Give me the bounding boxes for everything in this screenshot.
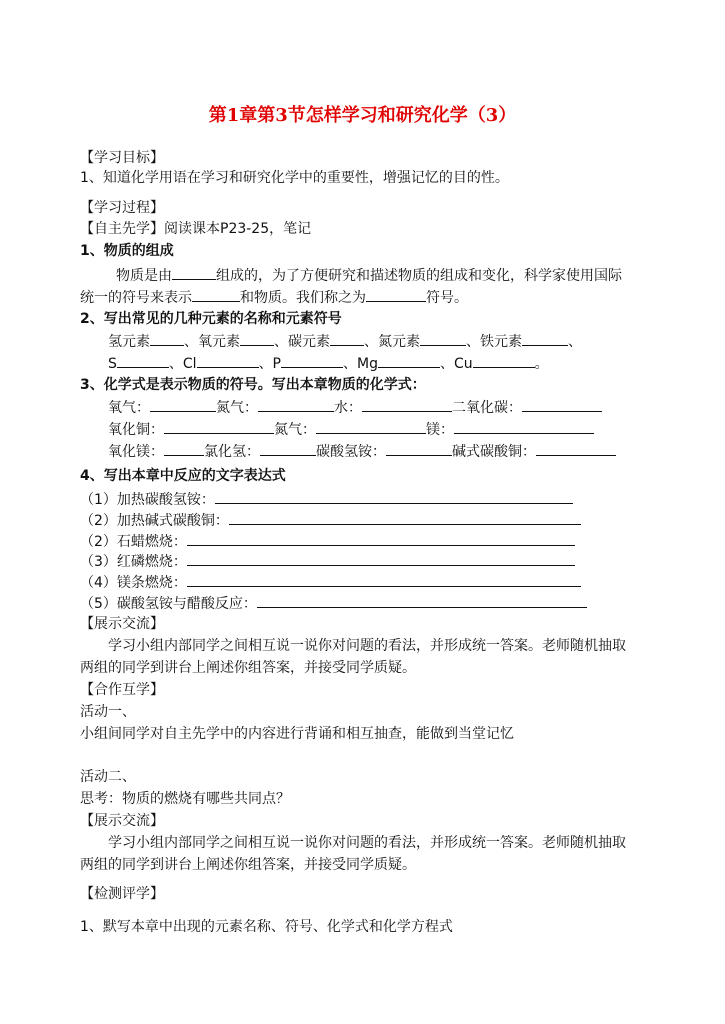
section-2-heading: 2、写出常见的几种元素的名称和元素符号 [80,311,342,327]
fill-blank[interactable] [117,353,169,368]
page-title: 第1章第3节怎样学习和研究化学（3） [208,105,517,126]
exchange-paragraph-line: 学习小组内部同学之间相互说一说你对问题的看法，并形成统一答案。老师随机抽取 [108,835,626,851]
formula-label: 水： [334,400,362,416]
formula-label: 二氧化碳： [452,400,522,416]
section-1-heading: 1、物质的组成 [80,243,174,259]
activity-2-label: 活动二、 [80,769,136,785]
element-row-1 [108,331,582,352]
reaction-label: （3）红磷燃烧： [80,554,187,570]
formula-label: 氮气： [216,400,258,416]
formula-label: 氧化铜： [108,422,164,438]
element-label: 、Cu [439,356,473,372]
exchange-header: 【展示交流】 [80,616,164,632]
fill-blank[interactable] [164,441,204,456]
element-label: 、铁元素 [466,334,522,350]
fill-blank[interactable] [187,531,575,546]
element-label: 。 [534,356,549,372]
formula-row-3 [108,441,616,462]
fill-blank[interactable] [366,287,426,302]
reaction-item [80,593,587,614]
element-label: 、氮元素 [364,334,420,350]
reaction-label: （2）石蜡燃烧： [80,534,187,550]
fill-blank[interactable] [420,331,466,346]
fill-blank[interactable] [536,441,616,456]
formula-label: 氯化氢： [204,444,260,460]
reaction-item [80,489,573,510]
element-label: S [108,356,117,372]
fill-blank[interactable] [150,397,216,412]
fill-blank[interactable] [522,331,568,346]
section-3-heading: 3、化学式是表示物质的符号。写出本章物质的化学式： [80,377,426,393]
formula-row-1 [108,397,602,418]
element-label: 、P [258,356,282,372]
element-label: 、 [568,334,582,350]
test-header: 【检测评学】 [80,886,164,902]
reaction-item [80,572,581,593]
formula-label: 氧化镁： [108,444,164,460]
exchange-paragraph-line: 两组的同学到讲台上阐述你组答案，并接受同学质疑。 [80,660,416,676]
section-1-line-1 [116,265,622,286]
activity-2-text: 思考：物质的燃烧有哪些共同点？ [80,791,290,807]
text: 和物质。我们称之为 [240,290,366,306]
fill-blank[interactable] [386,441,452,456]
fill-blank[interactable] [172,265,216,280]
reaction-label: （2）加热碱式碳酸铜： [80,513,229,529]
section-4-heading: 4、写出本章中反应的文字表达式 [80,468,286,484]
activity-1-label: 活动一、 [80,704,136,720]
fill-blank[interactable] [281,353,343,368]
reaction-label: （4）镁条燃烧： [80,575,187,591]
fill-blank[interactable] [164,419,274,434]
fill-blank[interactable] [454,419,594,434]
fill-blank[interactable] [240,331,274,346]
text: 组成的，为了方便研究和描述物质的组成和变化，科学家使用国际 [216,268,622,284]
fill-blank[interactable] [473,353,535,368]
text: 物质是由 [116,268,172,284]
test-item-1: 1、默写本章中出现的元素名称、符号、化学式和化学方程式 [80,919,453,935]
reaction-item [80,551,575,572]
element-label: 、Cl [168,356,197,372]
reaction-item [80,531,575,552]
activity-1-text: 小组间同学对自主先学中的内容进行背诵和相互抽查，能做到当堂记忆 [80,726,514,742]
exchange-paragraph-line: 学习小组内部同学之间相互说一说你对问题的看法，并形成统一答案。老师随机抽取 [108,638,626,654]
text: 符号。 [426,290,468,306]
text: 统一的符号来表示 [80,290,192,306]
coop-header: 【合作互学】 [80,682,164,698]
fill-blank[interactable] [316,419,426,434]
fill-blank[interactable] [378,353,440,368]
formula-label: 碳酸氢铵： [316,444,386,460]
element-label: 、Mg [343,356,378,372]
fill-blank[interactable] [192,287,240,302]
fill-blank[interactable] [215,489,573,504]
fill-blank[interactable] [187,551,575,566]
formula-label: 镁： [426,422,454,438]
goal-item-1: 1、知道化学用语在学习和研究化学中的重要性，增强记忆的目的性。 [80,170,509,186]
element-label: 、氧元素 [184,334,240,350]
reaction-item [80,510,581,531]
fill-blank[interactable] [260,441,316,456]
fill-blank[interactable] [229,510,581,525]
formula-label: 氮气： [274,422,316,438]
element-row-2 [108,353,549,374]
process-header: 【学习过程】 [80,200,164,216]
goals-header: 【学习目标】 [80,150,164,166]
reaction-label: （1）加热碳酸氢铵： [80,492,215,508]
fill-blank[interactable] [330,331,364,346]
fill-blank[interactable] [257,593,587,608]
formula-label: 氧气： [108,400,150,416]
fill-blank[interactable] [258,397,334,412]
fill-blank[interactable] [187,572,581,587]
fill-blank[interactable] [150,331,184,346]
exchange-paragraph-line: 两组的同学到讲台上阐述你组答案，并接受同学质疑。 [80,857,416,873]
element-label: 氢元素 [108,334,150,350]
formula-row-2 [108,419,594,440]
element-label: 、碳元素 [274,334,330,350]
reaction-label: （5）碳酸氢铵与醋酸反应： [80,596,257,612]
fill-blank[interactable] [522,397,602,412]
fill-blank[interactable] [362,397,452,412]
fill-blank[interactable] [197,353,259,368]
self-study-line: 【自主先学】阅读课本P23-25，笔记 [80,221,312,237]
section-1-line-2 [80,287,468,308]
exchange-header: 【展示交流】 [80,813,164,829]
formula-label: 碱式碳酸铜： [452,444,536,460]
